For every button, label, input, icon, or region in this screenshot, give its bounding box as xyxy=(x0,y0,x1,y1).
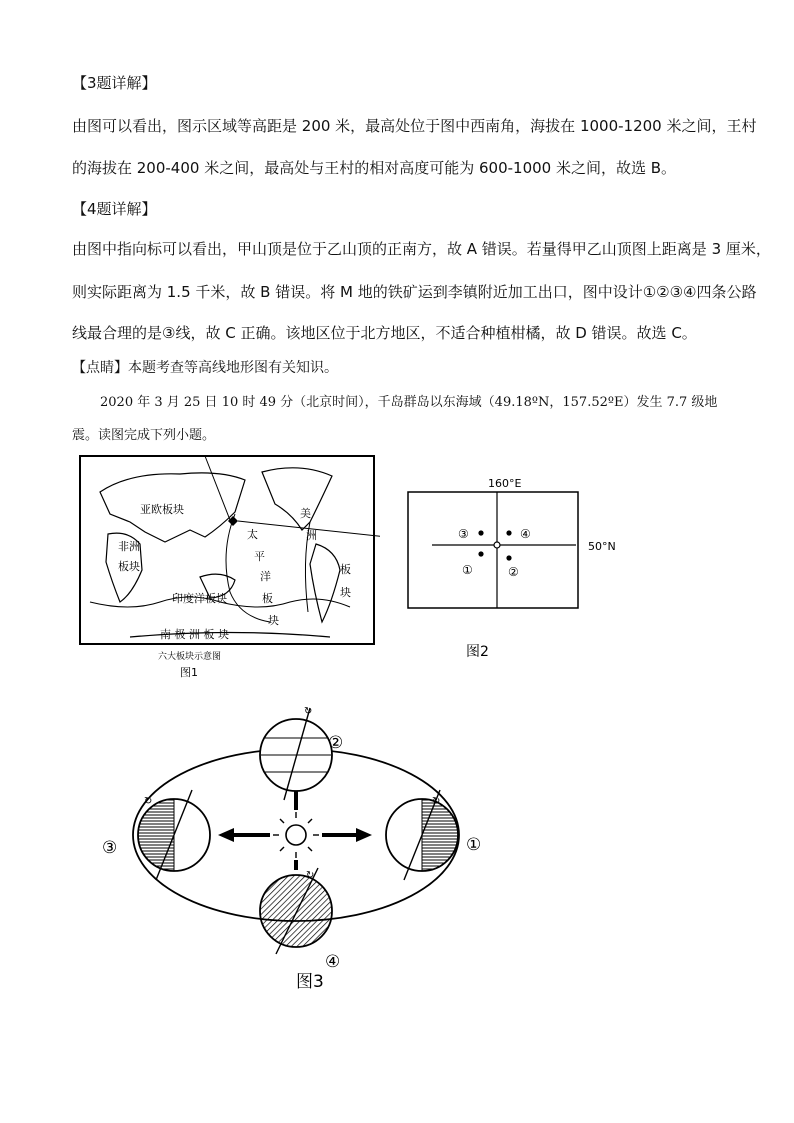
earth-position-2 xyxy=(260,706,332,800)
figure-1-plate-map xyxy=(70,452,380,684)
q4-paragraph-line-3: 线最合理的是③线，故 C 正确。该地区位于北方地区，不适合种植柑橘，故 D 错误。故选 C。 xyxy=(72,324,697,342)
point-3-dot xyxy=(478,530,483,535)
latitude-label: 50°N xyxy=(588,540,616,553)
pacific-label-2: 平 xyxy=(254,550,265,563)
note-line: 【点睛】本题考查等高线地形图有关知识。 xyxy=(72,360,338,376)
figure-3-orbit-diagram xyxy=(96,700,496,1000)
america-label-2: 洲 xyxy=(306,529,317,542)
question-intro-line-1: 2020 年 3 月 25 日 10 时 49 分（北京时间），千岛群岛以东海域（49.18ºN，157.52ºE）发生 7.7 级地 xyxy=(100,395,718,410)
grid-frame xyxy=(408,492,578,608)
q4-paragraph-line-2: 则实际距离为 1.5 千米，故 B 错误。将 M 地的铁矿运到李镇附近加工出口，图中设计①②③④四条公路 xyxy=(72,283,757,301)
label-position-3: ③ xyxy=(102,838,118,858)
eurasia-plate-label: 亚欧板块 xyxy=(140,503,184,516)
point-1-label: ① xyxy=(462,563,473,577)
point-2-dot xyxy=(506,555,511,560)
label-position-4: ④ xyxy=(325,952,341,972)
point-2-label: ② xyxy=(508,565,519,579)
antarctic-plate-label: 南 极 洲 板 块 xyxy=(160,628,229,641)
africa-plate-label: 非洲 xyxy=(118,540,140,553)
figure-2-caption: 图2 xyxy=(466,644,489,660)
longitude-label: 160°E xyxy=(488,477,522,490)
svg-text:↻: ↻ xyxy=(144,796,153,807)
earth-position-3 xyxy=(138,790,210,880)
svg-text:↻: ↻ xyxy=(306,870,315,881)
q3-paragraph-line-1: 由图可以看出，图示区域等高距是 200 米，最高处位于图中西南角，海拔在 1000-1200 米之间，王村 xyxy=(72,117,757,135)
point-3-label: ③ xyxy=(458,527,469,541)
pacific-label-4: 板 xyxy=(262,592,273,605)
indian-plate-label: 印度洋板块 xyxy=(172,592,227,605)
earth-position-4 xyxy=(260,868,332,954)
figure-1-caption: 图1 xyxy=(180,666,198,679)
america-label-1: 美 xyxy=(300,507,311,520)
figure-3-caption: 图3 xyxy=(296,972,324,992)
question-intro-line-2: 震。读图完成下列小题。 xyxy=(72,428,216,443)
svg-text:↻: ↻ xyxy=(304,706,313,717)
pacific-label-1: 太 xyxy=(247,528,258,541)
label-position-2: ② xyxy=(328,733,344,753)
point-4-dot xyxy=(506,530,511,535)
center-point xyxy=(494,542,500,548)
q3-paragraph-line-2: 的海拔在 200-400 米之间，最高处与王村的相对高度可能为 600-1000 米之间，故选 B。 xyxy=(72,159,677,177)
figure-1-subtitle: 六大板块示意图 xyxy=(158,652,222,662)
point-1-dot xyxy=(478,551,483,556)
label-position-1: ① xyxy=(466,835,482,855)
point-4-label: ④ xyxy=(520,527,531,541)
pacific-label-3: 洋 xyxy=(260,570,271,583)
pacific-label-5: 块 xyxy=(268,614,279,627)
america-plate-label-2: 块 xyxy=(340,586,351,599)
sun-icon xyxy=(286,825,306,845)
q3-heading: 【3题详解】 xyxy=(72,74,157,92)
q4-paragraph-line-1: 由图中指向标可以看出，甲山顶是位于乙山顶的正南方，故 A 错误。若量得甲乙山顶图上距离是 3 厘米， xyxy=(72,240,771,258)
africa-plate-label-2: 板块 xyxy=(118,560,140,573)
svg-text:↻: ↻ xyxy=(432,796,441,807)
america-plate-label-1: 板 xyxy=(340,563,351,576)
q4-heading: 【4题详解】 xyxy=(72,200,157,218)
figure-2-location-grid xyxy=(396,474,636,664)
